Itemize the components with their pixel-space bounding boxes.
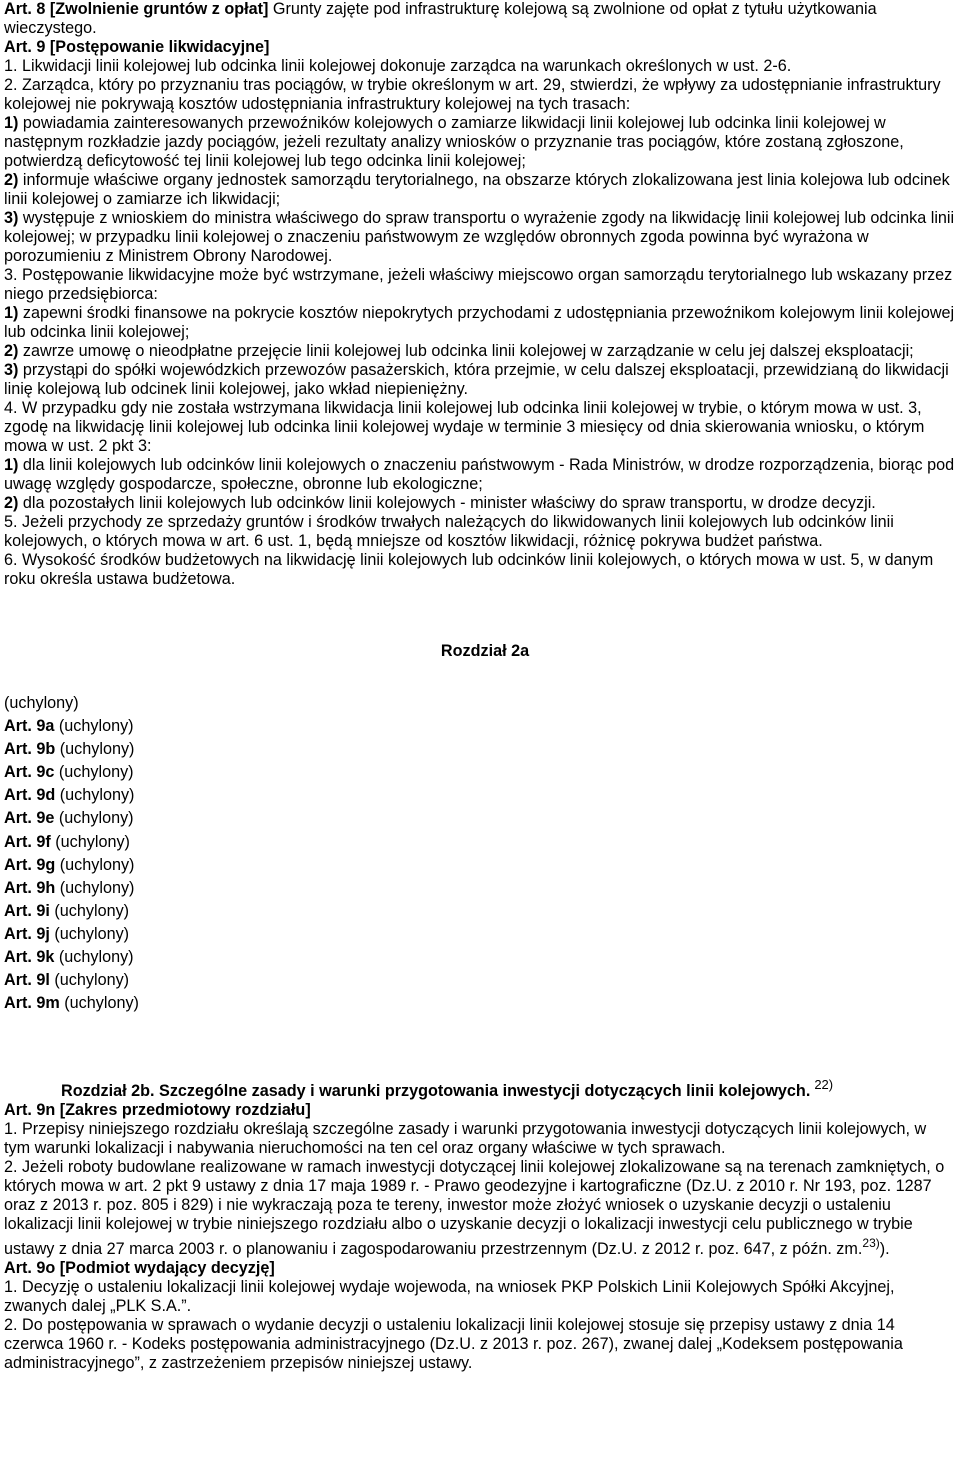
list-item: Art. 9l (uchylony) [4, 971, 130, 990]
pkt-number: 2) [4, 494, 19, 512]
pkt-number: 1) [4, 114, 19, 132]
footnote-ref: 23) [862, 1236, 880, 1251]
pkt-text: zapewni środki finansowe na pokrycie kosztów niepokrytych przychodami z udostępniania przewoźnikom kolejowym linii kolejowej lub odcinka linii kolejowej; [4, 304, 955, 341]
art9-ust3-pkt1 [4, 304, 956, 342]
list-item: Art. 9i (uchylony) [4, 901, 130, 920]
list-item: Art. 9a (uchylony) [4, 717, 134, 736]
list-item: Art. 9g (uchylony) [4, 855, 135, 874]
list-item: Art. 9f (uchylony) [4, 832, 130, 851]
pkt-text: powiadamia zainteresowanych przewoźników kolejowych o zamiarze likwidacji linii kolejowej lub odcinka linii kolejowej w następnym rozkładzie jazdy pociągów, jeżeli rezultaty analizy wniosków o przyznanie tras pociągów, które zostaną zgłoszone, potwierdzą deficytowość tej linii kolejowej lub tego odcinka linii kolejowej; [4, 114, 904, 170]
pkt-number: 1) [4, 456, 19, 474]
art9-ust4-pkt1 [4, 456, 956, 494]
list-item: Art. 9d (uchylony) [4, 786, 135, 805]
pkt-number: 2) [4, 342, 19, 360]
art9-ust3-pkt3 [4, 361, 956, 399]
art9n-ust1: 1. Przepisy niniejszego rozdziału określają szczególne zasady i warunki przygotowania inwestycji dotyczących linii kolejowych, w tym warunki lokalizacji i nabywania nieruchomości na ten cel oraz organy właściwe w tych sprawach. [4, 1120, 927, 1158]
list-item: Art. 9h (uchylony) [4, 878, 135, 897]
pkt-text: dla pozostałych linii kolejowych lub odcinków linii kolejowych - minister właściwy do spraw transportu, w drodze decyzji. [18, 494, 876, 512]
list-item: Art. 9j (uchylony) [4, 924, 130, 943]
art9-ust2-pkt3 [4, 209, 956, 266]
art9o-ust2: 2. Do postępowania w sprawach o wydanie decyzji o ustaleniu lokalizacji linii kolejowej stosuje się przepisy ustawy z dnia 14 czerwca 1960 r. - Kodeks postępowania administracyjnego (Dz.U. z 2013 r. poz. 267), zwanej dalej „Kodeksem postępowania administracyjnego”, z zastrzeżeniem przepisów niniejszej ustawy. [4, 1316, 903, 1373]
list-item: Art. 9e (uchylony) [4, 809, 134, 828]
pkt-number: 1) [4, 304, 19, 322]
list-item: Art. 9b (uchylony) [4, 740, 135, 759]
pkt-text: dla linii kolejowych lub odcinków linii kolejowych o znaczeniu państwowym - Rada Ministrów, w drodze rozporządzenia, biorąc pod uwagę względy gospodarcze, społeczne, obronne lub ekologiczne; [4, 456, 955, 493]
art9o-heading: Art. 9o [Podmiot wydający decyzję] [4, 1259, 275, 1278]
art9-ust3-pkt2 [4, 342, 956, 361]
art9-ust2: 2. Zarządca, który po przyznaniu tras pociągów, w trybie określonym w art. 29, stwierdzi, że wpływy za udostępnianie infrastruktury kolejowej nie pokrywają kosztów udostępniania infrastruktury kolejowej na tych trasach: [4, 76, 941, 113]
art9-heading: Art. 9 [Postępowanie likwidacyjne] [4, 38, 270, 56]
footnote-ref: 22) [814, 1077, 834, 1093]
art9-ust4: 4. W przypadku gdy nie została wstrzymana likwidacja linii kolejowej lub odcinka linii kolejowej w trybie, o którym mowa w ust. 3, zgodę na likwidację linii kolejowej lub odcinka linii kolejowej wydaje w terminie 3 miesięcy od dnia skierowania wniosku, o którym mowa w ust. 2 pkt 3: [4, 399, 925, 455]
pkt-text: przystąpi do spółki wojewódzkich przewozów pasażerskich, która przejmie, w celu dalszej eksploatacji, przewidzianą do likwidacji linię kolejową lub odcinek linii kolejowej, jako wkład niepieniężny. [4, 361, 949, 398]
pkt-number: 3) [4, 209, 19, 227]
pkt-text: występuje z wnioskiem do ministra właściwego do spraw transportu o wyrażenie zgody na likwidację linii kolejowej lub odcinka linii kolejowej; w przypadku linii kolejowej o znaczeniu państwowym ze względów obronnych zgoda powinna być wyrażona w porozumieniu z Ministrem Obrony Narodowej. [4, 209, 955, 265]
art9-ust5: 5. Jeżeli przychody ze sprzedaży gruntów i środków trwałych należących do likwidowanych linii kolejowych lub odcinków linii kolejowych, o których mowa w art. 6 ust. 1, będą mniejsze od kosztów likwidacji, różnicę pokrywa budżet państwa. [4, 513, 894, 550]
art9n-heading: Art. 9n [Zakres przedmiotowy rozdziału] [4, 1101, 311, 1120]
art9-ust2-pkt2 [4, 171, 956, 209]
chapter-2a-title: Rozdział 2a [440, 642, 530, 660]
art9-ust6: 6. Wysokość środków budżetowych na likwidację linii kolejowych lub odcinków linii kolejowych, o których mowa w ust. 5, w danym roku określa ustawa budżetowa. [4, 551, 934, 588]
art8-paragraph [4, 0, 956, 38]
pkt-number: 3) [4, 361, 19, 379]
chapter-2a-status: (uchylony) [4, 694, 79, 712]
art9o-ust1: 1. Decyzję o ustaleniu lokalizacji linii kolejowej wydaje wojewoda, na wniosek PKP Polskich Linii Kolejowych Spółki Akcyjnej, zwanych dalej „PLK S.A.”. [4, 1278, 895, 1316]
pkt-text: informuje właściwe organy jednostek samorządu terytorialnego, na obszarze których zlokalizowana jest linia kolejowa lub odcinek linii kolejowej o zamiarze ich likwidacji; [4, 171, 950, 208]
art9n-ust2: 2. Jeżeli roboty budowlane realizowane w ramach inwestycji dotyczącej linii kolejowej zlokalizowane są na terenach zamkniętych, o których mowa w art. 2 pkt 9 ustawy z dnia 17 maja 1989 r. - Prawo geodezyjne i kartograficzne (Dz.U. z 2010 r. Nr 193, poz. 1287 oraz z 2013 r. poz. 805 i 829) i nie wykraczają poza te tereny, inwestor może złożyć wniosek o uzyskanie decyzji o ustaleniu lokalizacji linii kolejowej w trybie niniejszego rozdziału albo o uzyskanie decyzji o lokalizacji inwestycji celu publicznego w trybie ustawy z dnia 27 marca 2003 r. o planowaniu i zagospodarowaniu przestrzennym (Dz.U. z 2012 r. poz. 647, z późn. zm.$^{23)}$). [4, 1158, 945, 1259]
list-item: Art. 9k (uchylony) [4, 948, 134, 967]
art9-ust2-pkt1 [4, 114, 956, 171]
pkt-text: zawrze umowę o nieodpłatne przejęcie linii kolejowej lub odcinka linii kolejowej w zarządzanie w celu jej dalszej eksploatacji; [18, 342, 914, 360]
art8-heading: Art. 8 [Zwolnienie gruntów z opłat] [4, 0, 269, 18]
art8-text: Grunty zajęte pod infrastrukturę kolejową są zwolnione od opłat z tytułu użytkowania wieczystego. [4, 0, 877, 37]
list-item: Art. 9m (uchylony) [4, 994, 139, 1013]
art9-ust1: 1. Likwidacji linii kolejowej lub odcinka linii kolejowej dokonuje zarządca na warunkach określonych w ust. 2-6. [4, 57, 792, 75]
art9-ust4-pkt2 [4, 494, 956, 513]
chapter-2b-title: Rozdział 2b. Szczególne zasady i warunki przygotowania inwestycji dotyczących linii kolejowych. $^{22)}$ [61, 1077, 834, 1101]
pkt-number: 2) [4, 171, 19, 189]
chapter-2a-list [4, 692, 956, 1015]
list-item: Art. 9c (uchylony) [4, 763, 134, 782]
art9-ust3: 3. Postępowanie likwidacyjne może być wstrzymane, jeżeli właściwy miejscowo organ samorządu terytorialnego lub wskazany przez niego przedsiębiorca: [4, 266, 953, 303]
